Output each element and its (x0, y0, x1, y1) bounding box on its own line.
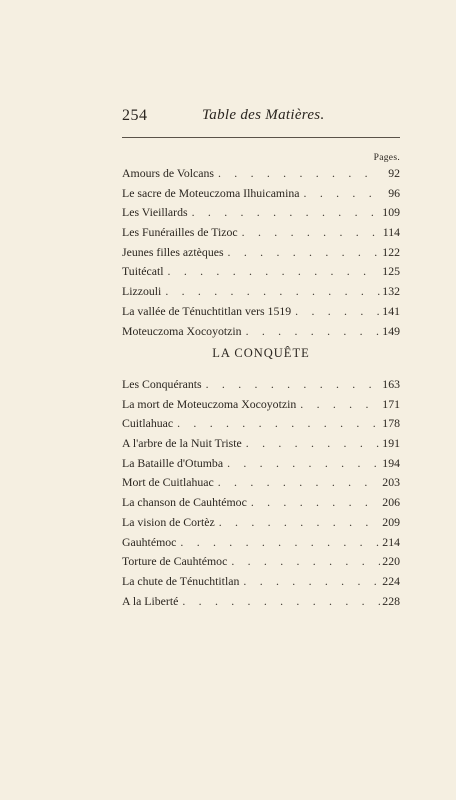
entry-page: 92 (388, 166, 400, 180)
page-number: 254 (122, 107, 148, 124)
entry-title: La chute de Ténuchtitlan (122, 573, 240, 588)
entry-page: 178 (382, 416, 400, 431)
entry-page: 141 (382, 303, 400, 318)
toc-entry (122, 203, 400, 223)
running-title: Table des Matières. (202, 107, 325, 123)
toc-list-conquest (122, 375, 400, 611)
toc-list-poems (122, 164, 400, 341)
entry-page: 171 (382, 396, 400, 411)
dot-leader (188, 203, 380, 223)
entry-page: 191 (382, 436, 400, 451)
dot-leader (224, 243, 380, 263)
toc-entry (122, 262, 400, 282)
entry-title: Jeunes filles aztèques (122, 244, 224, 259)
entry-title: La vallée de Ténuchtitlan vers 1519 (122, 303, 292, 318)
dot-leader (247, 493, 380, 513)
toc-entry (122, 302, 400, 322)
entry-page: 125 (382, 264, 400, 279)
entry-page: 194 (382, 455, 400, 470)
entry-page: 132 (382, 284, 400, 299)
page-header (122, 107, 400, 131)
entry-page: 209 (382, 514, 400, 529)
toc-entry (122, 395, 400, 415)
entry-title: Mort de Cuitlahuac (122, 475, 214, 490)
toc-entry (122, 322, 400, 342)
toc-entry (122, 243, 400, 263)
entry-title: Tuitécatl (122, 264, 164, 279)
entry-page: 149 (382, 323, 400, 338)
dot-leader (164, 262, 380, 282)
dot-leader (291, 302, 380, 322)
pages-column-label: Pages. (373, 153, 400, 163)
entry-title: Lizzouli (122, 284, 162, 299)
entry-title: Amours de Volcans (122, 166, 214, 180)
dot-leader (214, 164, 380, 184)
entry-page: 228 (382, 593, 400, 608)
entry-title: Gauhtémoc (122, 534, 177, 549)
entry-title: Torture de Cauhtémoc (122, 554, 228, 569)
dot-leader (215, 513, 380, 533)
dot-leader (176, 533, 380, 553)
toc-entry (122, 513, 400, 533)
entry-page: 122 (382, 244, 400, 259)
toc-entry (122, 493, 400, 513)
entry-page: 163 (382, 377, 400, 391)
entry-title: La Bataille d'Otumba (122, 455, 224, 470)
entry-title: La mort de Moteuczoma Xocoyotzin (122, 396, 297, 411)
entry-title: Le sacre de Moteuczoma Ilhuicamina (122, 185, 300, 200)
header-rule (122, 137, 400, 138)
dot-leader (214, 473, 380, 493)
toc-entry (122, 223, 400, 243)
entry-page: 206 (382, 495, 400, 510)
dot-leader (300, 184, 380, 204)
dot-leader (239, 572, 380, 592)
entry-page: 214 (382, 534, 400, 549)
toc-entry (122, 184, 400, 204)
entry-page: 96 (388, 185, 400, 200)
toc-entry (122, 454, 400, 474)
toc-entry (122, 592, 400, 612)
dot-leader (202, 375, 380, 395)
entry-title: Cuitlahuac (122, 416, 174, 431)
section-heading: LA CONQUÊTE (212, 346, 310, 360)
dot-leader (178, 592, 380, 612)
toc-entry (122, 552, 400, 572)
toc-entry (122, 572, 400, 592)
entry-title: Les Funérailles de Tizoc (122, 225, 238, 240)
toc-entry (122, 282, 400, 302)
entry-title: Les Vieillards (122, 205, 188, 220)
dot-leader (173, 414, 380, 434)
dot-leader (161, 282, 380, 302)
entry-title: Moteuczoma Xocoyotzin (122, 323, 242, 338)
toc-entry (122, 533, 400, 553)
entry-page: 114 (382, 225, 400, 240)
entry-page: 220 (382, 554, 400, 569)
toc-entry (122, 414, 400, 434)
entry-title: La vision de Cortèz (122, 514, 215, 529)
entry-title: La chanson de Cauhtémoc (122, 495, 247, 510)
toc-entry (122, 434, 400, 454)
entry-title: Les Conquérants (122, 377, 202, 391)
toc-entry (122, 473, 400, 493)
dot-leader (242, 322, 380, 342)
dot-leader (227, 552, 380, 572)
dot-leader (238, 223, 380, 243)
dot-leader (223, 454, 380, 474)
entry-title: A l'arbre de la Nuit Triste (122, 436, 242, 451)
entry-title: A la Liberté (122, 593, 179, 608)
entry-page: 203 (382, 475, 400, 490)
entry-page: 224 (382, 573, 400, 588)
dot-leader (242, 434, 380, 454)
toc-entry (122, 164, 400, 184)
dot-leader (296, 395, 380, 415)
entry-page: 109 (382, 205, 400, 220)
toc-entry (122, 375, 400, 395)
